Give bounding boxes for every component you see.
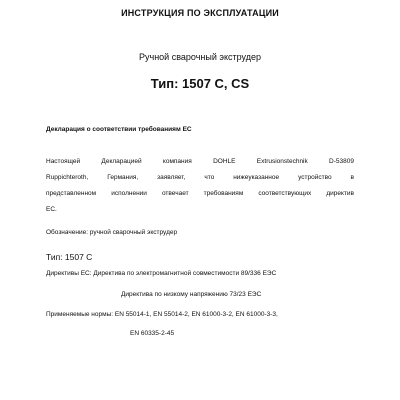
paragraph-line: ЕС. (46, 206, 57, 213)
paragraph-line: Настоящей Декларацией компания DOHLE Extrusionstechnik D-53809 (46, 158, 354, 165)
directives-line: Директивы ЕС: Директива по электромагнитной совместимости 89/336 ЕЭС (46, 270, 277, 277)
norms-line: Применяемые нормы: EN 55014-1, EN 55014-2, EN 61000-3-2, EN 61000-3-3, (46, 311, 278, 318)
directive-low-voltage-line: Директива по низкому напряжению 73/23 ЕЭС (121, 291, 262, 298)
paragraph-line: Ruppichteroth, Германия, заявляет, что нижеуказанное устройство в (46, 174, 354, 181)
paragraph-line: представленном исполнении отвечает требованиям соответствующих директив (46, 190, 354, 197)
declaration-heading: Декларация о соответствии требованиям ЕС (46, 126, 192, 133)
norms-line-continued: EN 60335-2-45 (130, 330, 175, 337)
type-heading: Тип: 1507 С, CS (150, 76, 250, 91)
document-header: ИНСТРУКЦИЯ ПО ЭКСПЛУАТАЦИИ (121, 8, 279, 18)
type-line: Тип: 1507 С (46, 252, 93, 262)
designation-line: Обозначение: ручной сварочный экструдер (46, 229, 178, 236)
document-subtitle: Ручной сварочный экструдер (139, 52, 261, 62)
declaration-paragraph (46, 154, 354, 218)
